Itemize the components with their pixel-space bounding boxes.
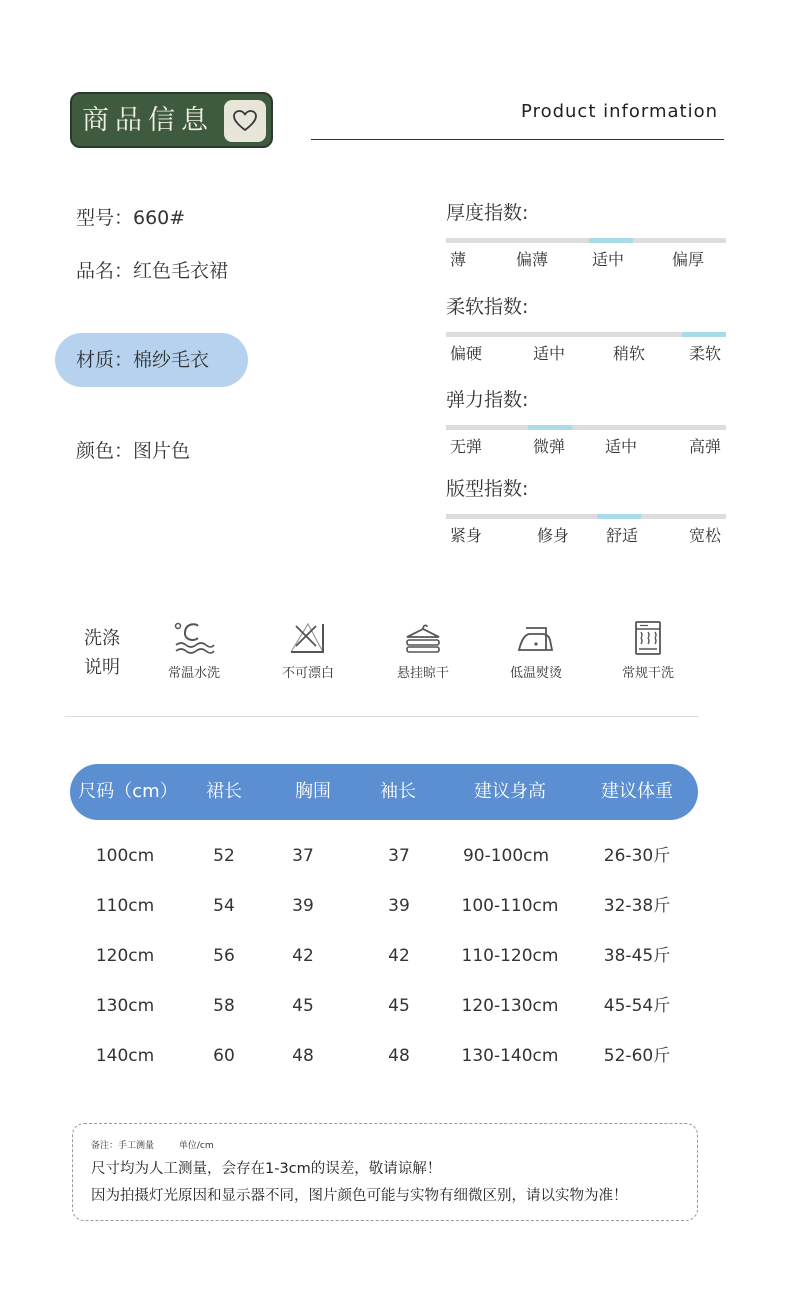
notes-line-2: 因为拍摄灯光原因和显示器不同，图片颜色可能与实物有细微区别，请以实物为准！	[91, 1188, 628, 1204]
cell-size: 120cm	[95, 946, 155, 966]
index-option: 紧身	[450, 526, 483, 545]
cell-weight: 32-38斤	[603, 896, 671, 916]
cell-sleeve: 37	[388, 846, 410, 866]
cell-height: 130-140cm	[461, 1046, 559, 1066]
header-sleeve: 袖长	[380, 781, 416, 802]
heart-button[interactable]	[224, 100, 266, 142]
cell-bust: 42	[292, 946, 314, 966]
header-divider	[311, 139, 724, 140]
index-option: 无弹	[450, 437, 483, 456]
title-badge	[70, 92, 273, 148]
wash-item-low-temp-iron	[486, 620, 586, 681]
wash-item-no-bleach	[258, 620, 358, 681]
index-option: 偏硬	[450, 344, 483, 363]
index-track	[446, 332, 726, 337]
cell-weight: 52-60斤	[603, 1046, 671, 1066]
no-bleach-icon	[288, 620, 328, 656]
index-option: 适中	[605, 437, 638, 456]
section-divider	[65, 716, 699, 717]
wash-label: 常规干洗	[621, 666, 674, 681]
header-bust: 胸围	[295, 781, 331, 802]
index-marker	[589, 238, 633, 243]
index-option: 薄	[450, 250, 467, 269]
index-track	[446, 514, 726, 519]
notes-line-1: 尺寸均为人工测量，会存在1-3cm的误差，敬请谅解！	[91, 1161, 442, 1177]
index-marker	[597, 514, 641, 519]
dry-clean-icon	[628, 620, 668, 656]
cell-bust: 39	[292, 896, 314, 916]
notes-unit: 单位/cm	[178, 1141, 214, 1151]
cell-sleeve: 39	[388, 896, 410, 916]
cell-height: 100-110cm	[461, 896, 559, 916]
notes-box	[72, 1123, 698, 1221]
washing-title: 洗涤 说明	[84, 628, 120, 678]
cell-sleeve: 45	[388, 996, 410, 1016]
index-title: 版型指数:	[446, 478, 529, 500]
cell-sleeve: 48	[388, 1046, 410, 1066]
notes-measure-method: 备注：手工测量	[91, 1141, 155, 1151]
wash-label: 悬挂晾干	[396, 666, 449, 681]
index-option: 舒适	[606, 526, 639, 545]
english-title: Product information	[521, 101, 718, 122]
model-number: 型号：660#	[76, 207, 186, 229]
color: 颜色：图片色	[76, 440, 191, 462]
cell-height: 120-130cm	[461, 996, 559, 1016]
index-option: 宽松	[689, 526, 722, 545]
cell-height: 90-100cm	[462, 846, 550, 866]
material: 材质：棉纱毛衣	[76, 349, 210, 371]
cell-bust: 37	[292, 846, 314, 866]
header-size: 尺码（cm）	[78, 781, 178, 802]
cell-height: 110-120cm	[461, 946, 559, 966]
cell-skirt-length: 56	[213, 946, 235, 966]
header-height: 建议身高	[474, 781, 546, 802]
cell-weight: 45-54斤	[603, 996, 671, 1016]
header-weight: 建议体重	[601, 781, 673, 802]
cell-size: 130cm	[95, 996, 155, 1016]
cell-skirt-length: 54	[213, 896, 235, 916]
index-marker	[528, 425, 572, 430]
hand-wash-icon	[172, 620, 216, 656]
size-table-header	[70, 764, 698, 820]
index-option: 高弹	[689, 437, 722, 456]
index-title: 柔软指数:	[446, 296, 529, 318]
wash-label: 不可漂白	[281, 666, 334, 681]
cell-weight: 38-45斤	[603, 946, 671, 966]
index-title: 弹力指数:	[446, 389, 529, 411]
index-track	[446, 425, 726, 430]
cell-bust: 48	[292, 1046, 314, 1066]
heart-icon	[232, 109, 258, 133]
wash-item-dry-clean	[598, 620, 698, 681]
wash-label: 常温水洗	[167, 666, 220, 681]
cell-sleeve: 42	[388, 946, 410, 966]
wash-label: 低温熨烫	[509, 666, 562, 681]
wash-item-normal-water	[144, 620, 244, 681]
index-option: 柔软	[689, 344, 722, 363]
index-title: 厚度指数:	[446, 202, 529, 224]
index-option: 稍软	[613, 344, 646, 363]
header-skirt-length: 裙长	[206, 781, 242, 802]
index-track	[446, 238, 726, 243]
cell-weight: 26-30斤	[603, 846, 671, 866]
cell-size: 110cm	[95, 896, 155, 916]
cell-skirt-length: 60	[213, 1046, 235, 1066]
cell-size: 140cm	[95, 1046, 155, 1066]
iron-low-icon	[516, 620, 556, 656]
page-title: 商品信息	[82, 105, 214, 136]
cell-size: 100cm	[95, 846, 155, 866]
wash-item-hang-dry	[373, 620, 473, 681]
index-option: 适中	[592, 250, 625, 269]
cell-bust: 45	[292, 996, 314, 1016]
index-marker	[682, 332, 726, 337]
index-option: 适中	[533, 344, 566, 363]
cell-skirt-length: 58	[213, 996, 235, 1016]
cell-skirt-length: 52	[213, 846, 235, 866]
index-option: 修身	[537, 526, 570, 545]
index-option: 微弹	[533, 437, 566, 456]
hang-dry-icon	[403, 620, 443, 656]
notes-header	[91, 1138, 214, 1151]
index-option: 偏薄	[516, 250, 549, 269]
index-option: 偏厚	[672, 250, 705, 269]
product-name: 品名：红色毛衣裙	[76, 260, 229, 282]
